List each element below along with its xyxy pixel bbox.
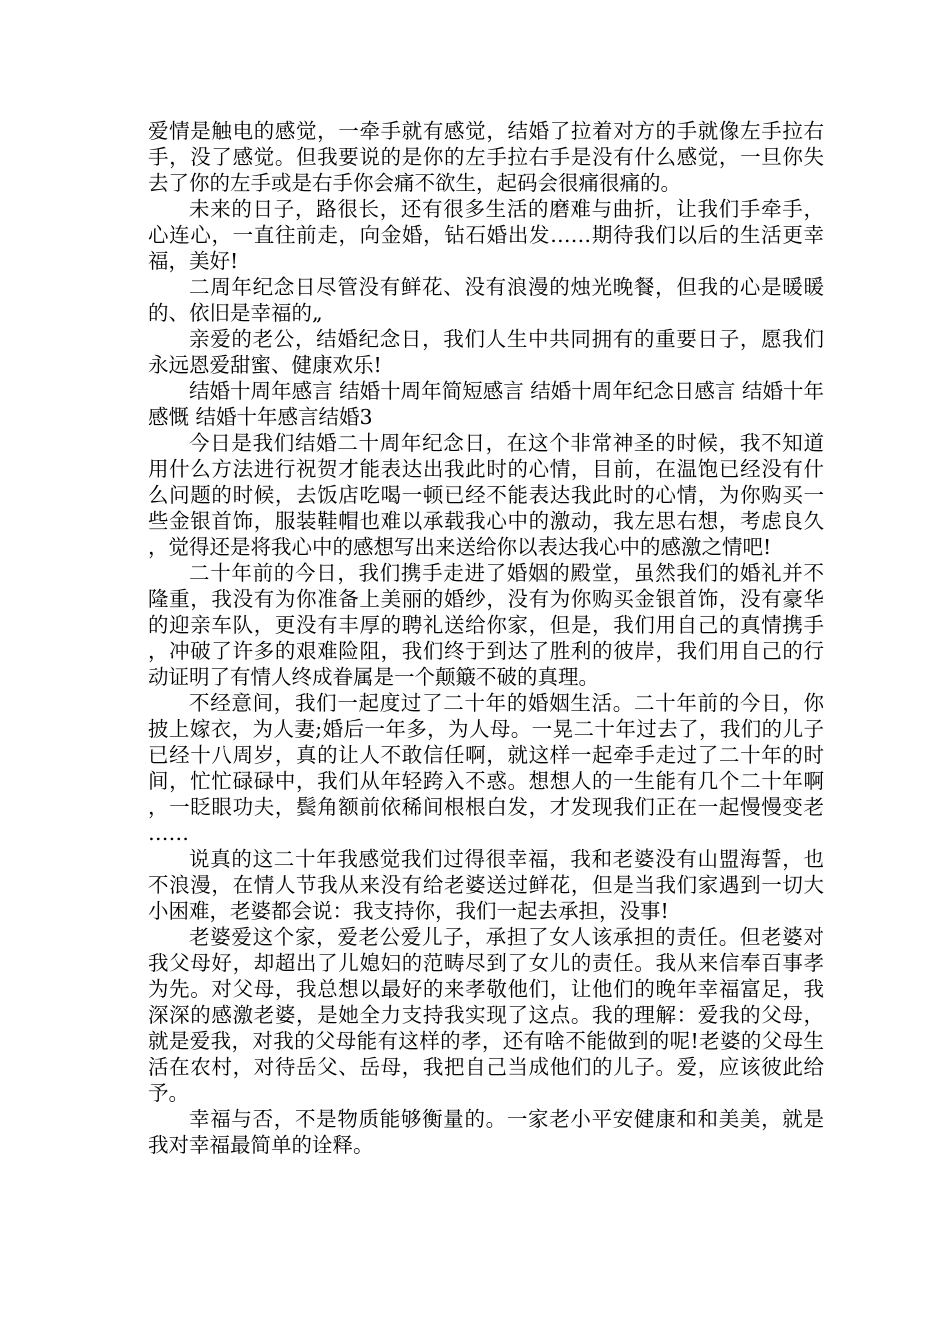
paragraph-2: 未来的日子，路很长，还有很多生活的磨难与曲折，让我们手牵手，心连心，一直往前走，向金婚，钻石婚出发……期待我们以后的生活更幸福，美好! [148, 197, 824, 273]
paragraph-5: 结婚十周年感言 结婚十周年简短感言 结婚十周年纪念日感言 结婚十年感慨 结婚十年感言结婚3 [148, 379, 824, 429]
paragraph-10: 老婆爱这个家，爱老公爱儿子，承担了女人该承担的责任。但老婆对我父母好，却超出了儿媳妇的范畴尽到了女儿的责任。我从来信奉百事孝为先。对父母，我总想以最好的来孝敬他们，让他们的晚年幸福富足，我深深的感激老婆，是她全力支持我实现了这点。我的理解：爱我的父母，就是爱我，对我的父母能有这样的孝，还有啥不能做到的呢!老婆的父母生活在农村，对待岳父、岳母，我把自己当成他们的儿子。爱，应该彼此给予。 [148, 925, 824, 1105]
paragraph-3: 二周年纪念日尽管没有鲜花、没有浪漫的烛光晚餐，但我的心是暖暖的、依旧是幸福的„ [148, 275, 824, 325]
paragraph-6: 今日是我们结婚二十周年纪念日，在这个非常神圣的时候，我不知道用什么方法进行祝贺才能表达出我此时的心情，目前，在温饱已经没有什么问题的时候，去饭店吃喝一顿已经不能表达我此时的心情，为你购买一些金银首饰，服装鞋帽也难以承载我心中的激动，我左思右想，考虑良久，觉得还是将我心中的感想写出来送给你以表达我心中的感激之情吧! [148, 431, 824, 559]
paragraph-1: 爱情是触电的感觉，一牵手就有感觉，结婚了拉着对方的手就像左手拉右手，没了感觉。但我要说的是你的左手拉右手是没有什么感觉，一旦你失去了你的左手或是右手你会痛不欲生，起码会很痛很痛的。 [148, 119, 824, 195]
paragraph-7: 二十年前的今日，我们携手走进了婚姻的殿堂，虽然我们的婚礼并不隆重，我没有为你准备上美丽的婚纱，没有为你购买金银首饰，没有豪华的迎亲车队，更没有丰厚的聘礼送给你家，但是，我们用自己的真情携手，冲破了许多的艰难险阻，我们终于到达了胜利的彼岸，我们用自己的行动证明了有情人终成眷属是一个颠簸不破的真理。 [148, 561, 824, 689]
paragraph-11: 幸福与否，不是物质能够衡量的。一家老小平安健康和和美美，就是我对幸福最简单的诠释。 [148, 1107, 824, 1157]
paragraph-4: 亲爱的老公，结婚纪念日，我们人生中共同拥有的重要日子，愿我们永远恩爱甜蜜、健康欢乐! [148, 327, 824, 377]
document-page [148, 118, 824, 1158]
paragraph-9: 说真的这二十年我感觉我们过得很幸福，我和老婆没有山盟海誓，也不浪漫，在情人节我从来没有给老婆送过鲜花，但是当我们家遇到一切大小困难，老婆都会说：我支持你，我们一起去承担，没事! [148, 847, 824, 923]
paragraph-8: 不经意间，我们一起度过了二十年的婚姻生活。二十年前的今日，你披上嫁衣，为人妻;婚后一年多，为人母。一晃二十年过去了，我们的儿子已经十八周岁，真的让人不敢信任啊，就这样一起牵手走过了二十年的时间，忙忙碌碌中，我们从年轻跨入不惑。想想人的一生能有几个二十年啊，一眨眼功夫，鬓角额前依稀间根根白发，才发现我们正在一起慢慢变老…… [148, 691, 824, 845]
